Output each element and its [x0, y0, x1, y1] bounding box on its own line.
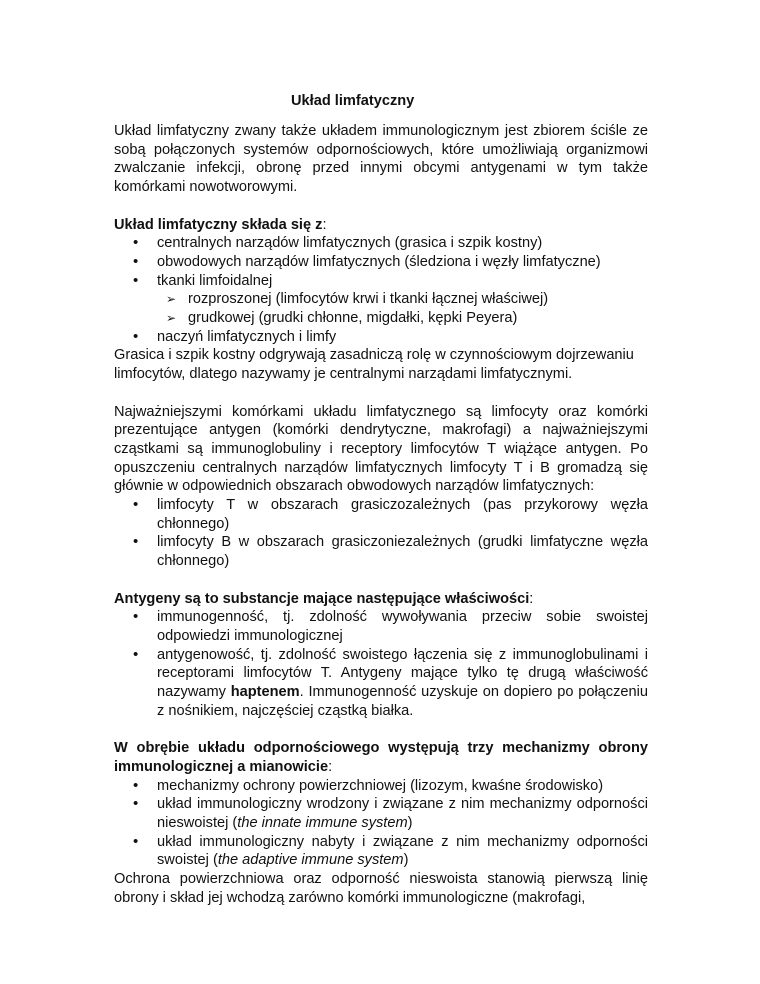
composition-item: • tkanki limfoidalnej [114, 272, 648, 291]
composition-after-paragraph: Grasica i szpik kostny odgrywają zasadniczą rolę w czynnościowym dojrzewaniu limfocytów, dlatego nazywamy je centralnymi narządami limfatycznymi. [114, 347, 634, 383]
mechanisms-item2-text-2: ) [407, 814, 413, 831]
antigens-heading: Antygeny są to substancje mające następujące właściwości [114, 590, 530, 607]
document-title: Układ limfatyczny [291, 93, 415, 109]
composition-item: • naczyń limfatycznych i limfy [114, 328, 648, 347]
mechanisms-list [114, 777, 648, 871]
antigens-item: • immunogenność, tj. zdolność wywoływania przeciw sobie swoistej odpowiedzi immunologicznej [114, 608, 648, 645]
composition-heading-line [114, 216, 648, 235]
antigens-item2-text-2: . Immunogenność uzyskuje on dopiero po połączeniu z nośnikiem, najczęściej cząstką białka. [157, 684, 648, 719]
antigens-colon: : [529, 590, 534, 607]
intro-paragraph: Układ limfatyczny zwany także układem immunologicznym jest zbiorem ściśle ze sobą połączonych systemów odpornościowych, które umożliwiają organizmowi zwalczanie infekcji, obronę przed innymi obcymi antygenami w tym także komórkami nowotworowymi. [114, 123, 648, 196]
mechanisms-item2-text-1: układ immunologiczny wrodzony i związane z nim mechanizmy odporności nieswoistej ( [157, 796, 648, 831]
cells-item: • limfocyty T w obszarach grasiczozależnych (pas przykorowy węzła chłonnego) [114, 496, 648, 533]
antigens-item [114, 646, 648, 721]
antigens-heading-line [114, 590, 648, 609]
composition-subitem: ➢ grudkowej (grudki chłonne, migdałki, kępki Peyera) [114, 309, 648, 328]
composition-colon: : [322, 216, 327, 233]
mechanisms-item: • mechanizmy ochrony powierzchniowej (lizozym, kwaśne środowisko) [114, 777, 648, 796]
cells-paragraph: Najważniejszymi komórkami układu limfatycznego są limfocyty oraz komórki prezentujące antygen (komórki dendrytyczne, makrofagi) a najważniejszymi cząstkami są immunoglobuliny i receptory limfocytów T wiążące antygen. Po opuszczeniu centralnych narządów limfatycznych limfocyty T i B gromadzą się głównie w odpowiednich obszarach obwodowych narządów limfatycznych: [114, 403, 648, 495]
mechanisms-item3-text-1: układ immunologiczny nabyty i związane z nim mechanizmy odporności swoistej ( [157, 833, 648, 869]
adaptive-immune-term: the adaptive immune system [217, 852, 404, 869]
mechanisms-item [114, 795, 648, 832]
mechanisms-closing-paragraph: Ochrona powierzchniowa oraz odporność nieswoista stanowią pierwszą linię obrony i skład jej wchodzą zarówno komórki immunologiczne (makrofagi, [114, 871, 648, 906]
mechanisms-item3-text-2: ) [403, 852, 409, 869]
composition-subitem: ➢ rozproszonej (limfocytów krwi i tkanki łącznej właściwej) [114, 290, 648, 309]
document-body [114, 122, 648, 907]
composition-heading: Układ limfatyczny składa się z [114, 216, 323, 233]
hapten-term: haptenem [230, 684, 300, 701]
composition-list [114, 234, 648, 346]
cells-list [114, 496, 648, 571]
innate-immune-term: the innate immune system [237, 814, 408, 831]
mechanisms-colon: : [328, 758, 333, 775]
antigens-item2-text-1: antygenowość, tj. zdolność swoistego łączenia się z immunoglobulinami i receptorami limfocytów T. Antygeny mające tylko tę drugą właściwość nazywamy [157, 646, 648, 701]
composition-item: • obwodowych narządów limfatycznych (śledziona i węzły limfatyczne) [114, 253, 648, 272]
composition-item: • centralnych narządów limfatycznych (grasica i szpik kostny) [114, 234, 648, 253]
mechanisms-heading-line [114, 739, 648, 776]
cells-item: • limfocyty B w obszarach grasiczoniezależnych (grudki limfatyczne węzła chłonnego) [114, 533, 648, 570]
antigens-list [114, 608, 648, 720]
mechanisms-heading: W obrębie układu odpornościowego występują trzy mechanizmy obrony immunologicznej a mianowicie [114, 740, 648, 775]
mechanisms-item [114, 833, 648, 870]
